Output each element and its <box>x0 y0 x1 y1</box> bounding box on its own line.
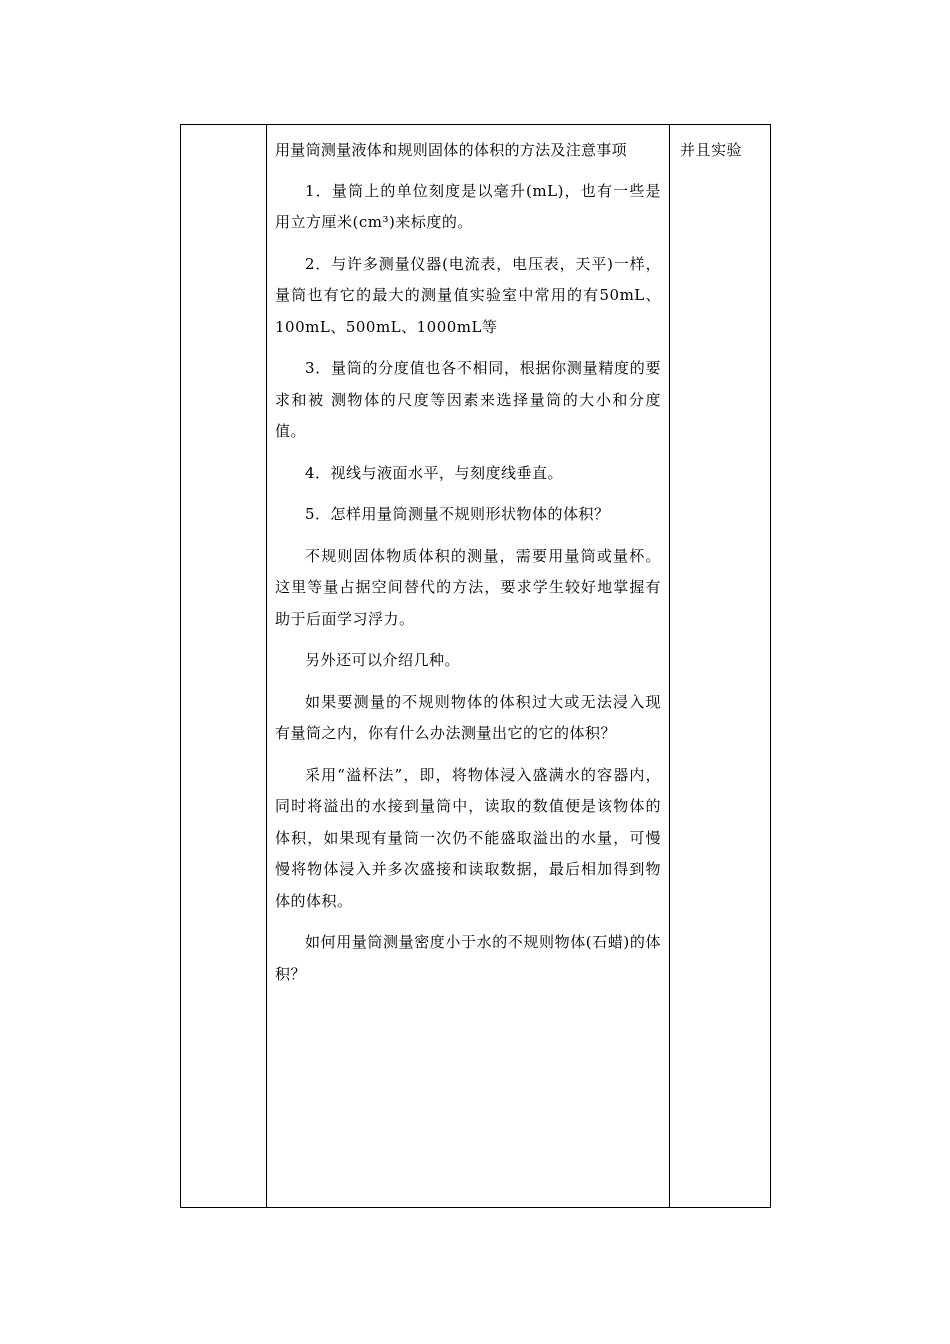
table-row <box>181 125 771 1208</box>
paragraph-item-4: 4．视线与液面水平，与刻度线垂直。 <box>305 463 564 482</box>
right-cell-text: 并且实验 <box>680 141 743 159</box>
paragraph-item-5: 5．怎样用量筒测量不规则形状物体的体积？ <box>305 505 610 523</box>
paragraph-other-methods: 另外还可以介绍几种。 <box>305 651 461 669</box>
content-cell <box>267 125 670 1208</box>
content-body <box>267 125 669 990</box>
paragraph-heading: 用量筒测量液体和规则固体的体积的方法及注意事项 <box>275 141 627 159</box>
paragraph-overflow-method: 采用“溢杯法”，即，将物体浸入盛满水的容器内，同时将溢出的水接到量筒中，读取的数值便是该物体的体积，如果现有量筒一次仍不能盛取溢出的水量，可慢慢将物体浸入并多次盛接和读取数据，最后相加得到物体的体积。 <box>275 765 661 910</box>
lesson-table <box>180 124 771 1208</box>
left-cell-text <box>181 125 266 135</box>
paragraph-question-wax: 如何用量筒测量密度小于水的不规则物体(石蜡)的体积？ <box>275 933 661 983</box>
right-column-cell <box>670 125 771 1208</box>
paragraph-item-2: 2．与许多测量仪器(电流表，电压表，天平)一样，量筒也有它的最大的测量值实验室中常用的有50mL、100mL、500mL、1000mL等 <box>275 254 661 336</box>
paragraph-irregular-solid: 不规则固体物质体积的测量，需要用量筒或量杯。这里等量占据空间替代的方法，要求学生较好地掌握有助于后面学习浮力。 <box>275 546 661 628</box>
paragraph-item-1: 1．量筒上的单位刻度是以毫升(mL)，也有一些是用立方厘米(cm³)来标度的。 <box>275 181 661 231</box>
left-column-cell <box>181 125 267 1208</box>
paragraph-question-large: 如果要测量的不规则物体的体积过大或无法浸入现有量筒之内，你有什么办法测量出它的它的体积？ <box>275 692 661 742</box>
paragraph-item-3: 3．量筒的分度值也各不相同，根据你测量精度的要求和被 测物体的尺度等因素来选择量筒的大小和分度值。 <box>275 359 661 440</box>
